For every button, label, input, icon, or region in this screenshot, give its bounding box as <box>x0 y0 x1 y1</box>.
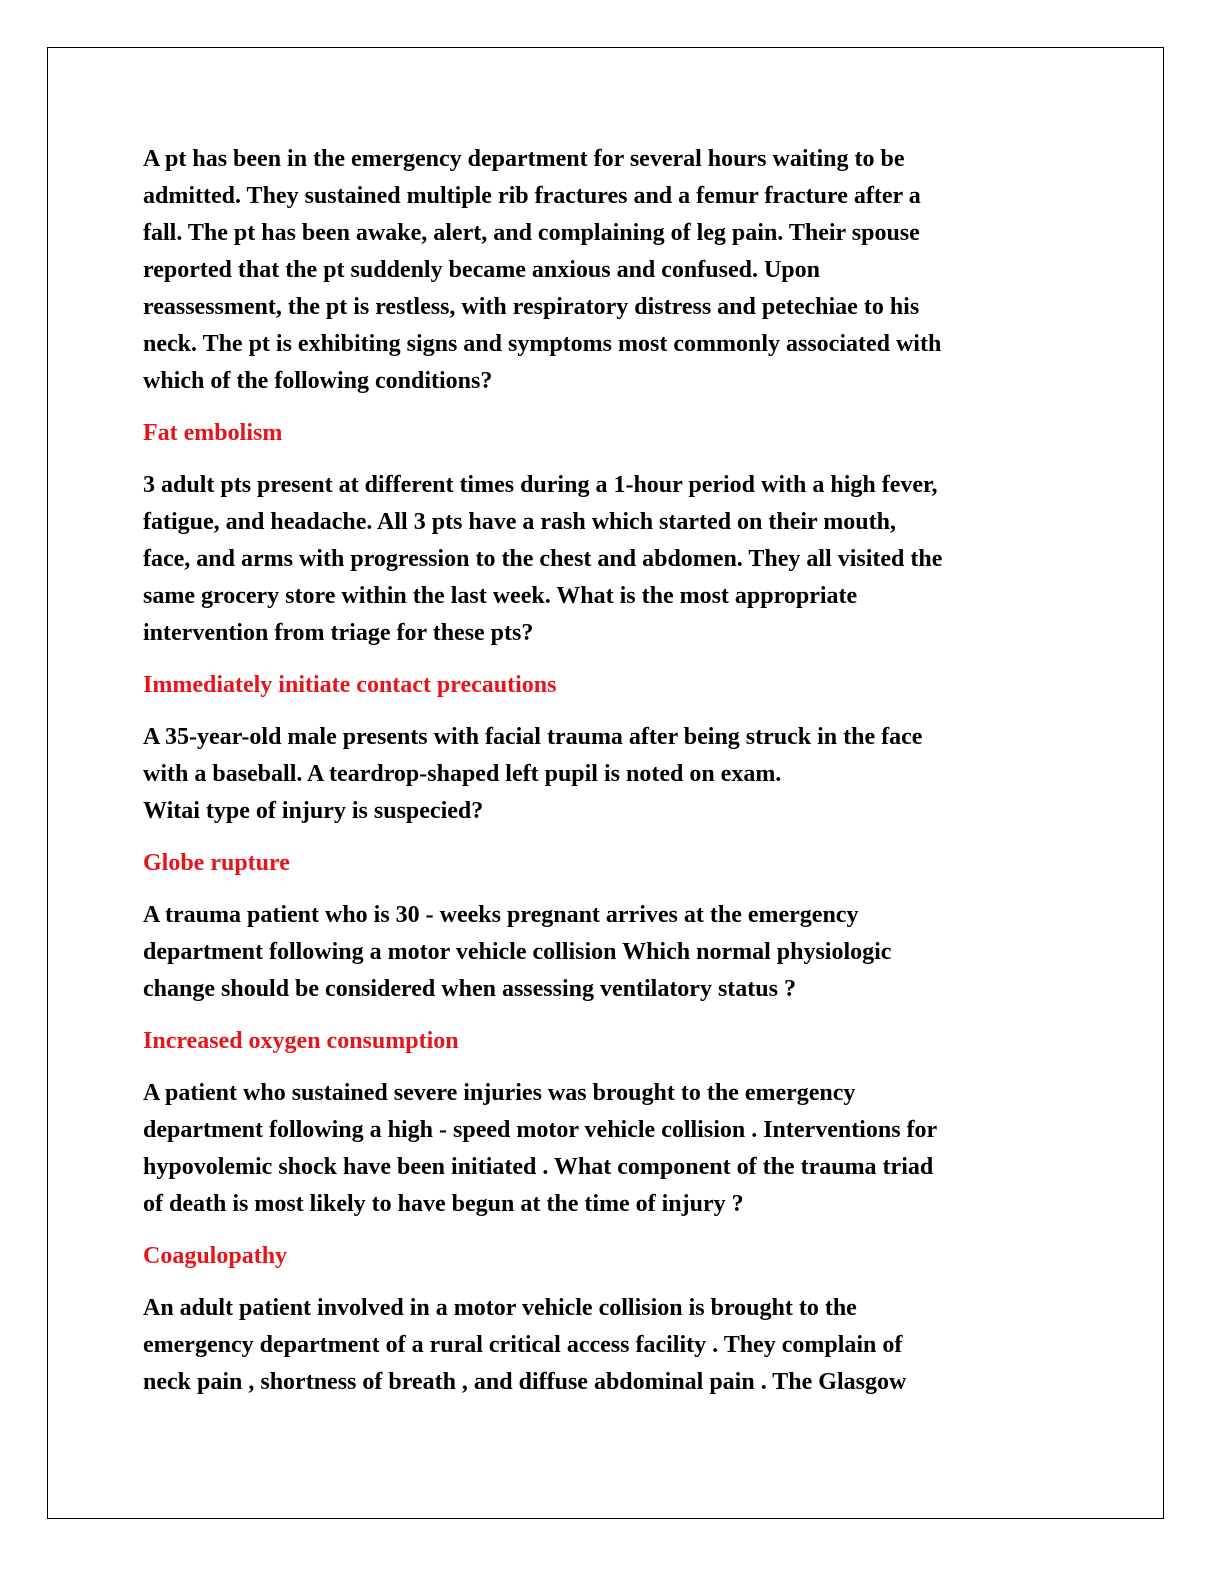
question-line: admitted. They sustained multiple rib fractures and a femur fracture after a <box>143 183 921 209</box>
question-line: which of the following conditions? <box>143 368 493 394</box>
question-line: neck pain , shortness of breath , and diffuse abdominal pain . The Glasgow <box>143 1369 907 1395</box>
question-line: same grocery store within the last week. What is the most appropriate <box>143 583 858 609</box>
question-line: fall. The pt has been awake, alert, and complaining of leg pain. Their spouse <box>143 220 920 246</box>
question-3 <box>143 719 1083 830</box>
question-line: neck. The pt is exhibiting signs and symptoms most commonly associated with <box>143 331 942 357</box>
question-line: intervention from triage for these pts? <box>143 620 534 646</box>
question-line: Witai type of injury is suspecied? <box>143 798 484 824</box>
question-line: hypovolemic shock have been initiated . What component of the trauma triad <box>143 1154 934 1180</box>
question-4 <box>143 897 1083 1008</box>
question-line: A 35-year-old male presents with facial trauma after being struck in the face <box>143 724 923 750</box>
question-1 <box>143 141 1083 400</box>
question-line: A patient who sustained severe injuries was brought to the emergency <box>143 1080 856 1106</box>
question-6 <box>143 1290 1083 1401</box>
question-line: change should be considered when assessing ventilatory status ? <box>143 976 796 1002</box>
question-line: An adult patient involved in a motor vehicle collision is brought to the <box>143 1295 857 1321</box>
question-line: with a baseball. A teardrop-shaped left pupil is noted on exam. <box>143 761 782 787</box>
answer-4: Increased oxygen consumption <box>143 1028 459 1054</box>
answer-2: Immediately initiate contact precautions <box>143 672 557 698</box>
question-line: A pt has been in the emergency department for several hours waiting to be <box>143 146 905 172</box>
question-line: department following a motor vehicle collision Which normal physiologic <box>143 939 892 965</box>
question-line: reassessment, the pt is restless, with respiratory distress and petechiae to his <box>143 294 920 320</box>
question-line: face, and arms with progression to the chest and abdomen. They all visited the <box>143 546 943 572</box>
document-content <box>143 141 1083 1416</box>
answer-3: Globe rupture <box>143 850 290 876</box>
question-line: reported that the pt suddenly became anxious and confused. Upon <box>143 257 820 283</box>
question-line: fatigue, and headache. All 3 pts have a rash which started on their mouth, <box>143 509 896 535</box>
question-line: 3 adult pts present at different times during a 1-hour period with a high fever, <box>143 472 938 498</box>
answer-5: Coagulopathy <box>143 1243 288 1269</box>
question-line: A trauma patient who is 30 - weeks pregnant arrives at the emergency <box>143 902 859 928</box>
question-line: emergency department of a rural critical access facility . They complain of <box>143 1332 903 1358</box>
question-5 <box>143 1075 1083 1223</box>
question-line: department following a high - speed motor vehicle collision . Interventions for <box>143 1117 938 1143</box>
question-line: of death is most likely to have begun at the time of injury ? <box>143 1191 744 1217</box>
answer-1: Fat embolism <box>143 420 283 446</box>
question-2 <box>143 467 1083 652</box>
